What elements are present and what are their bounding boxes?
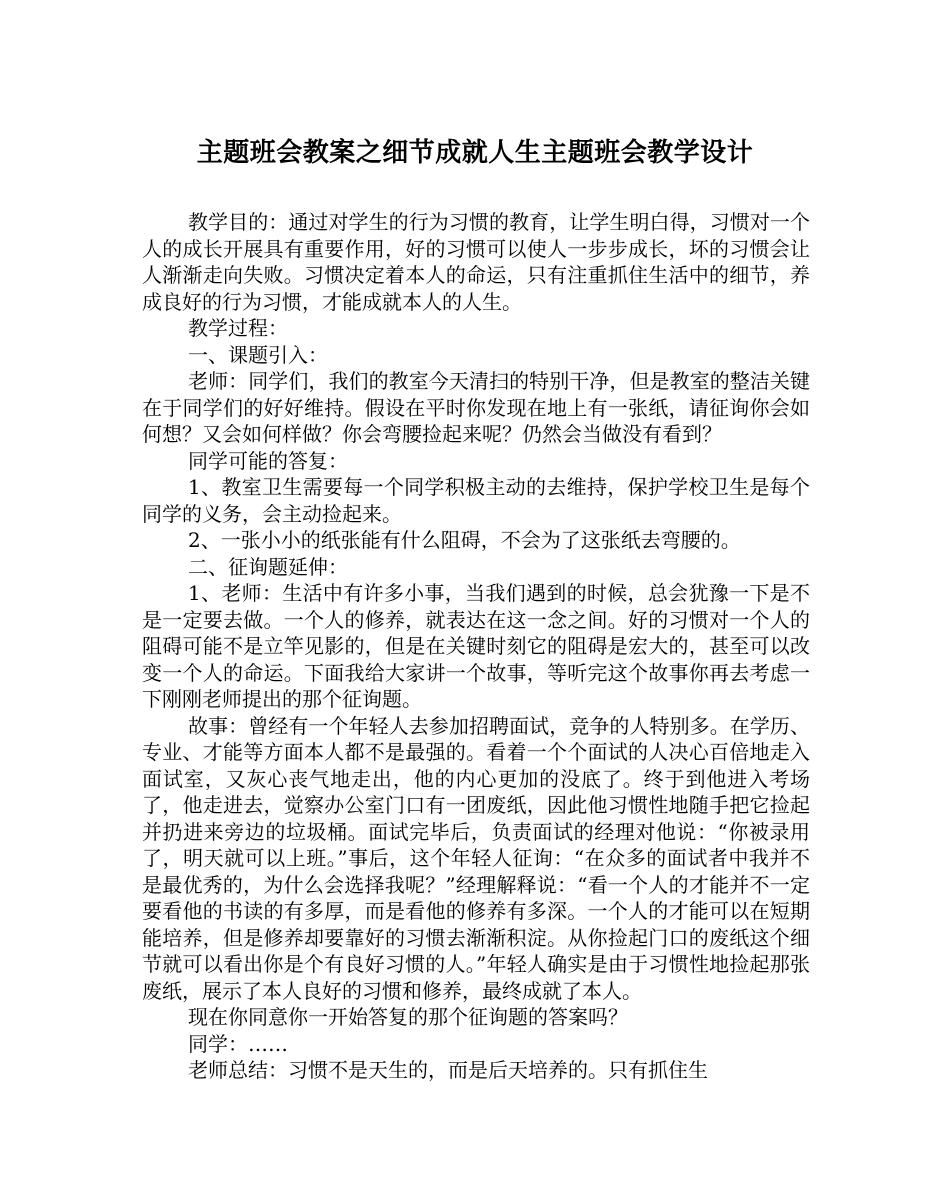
answer-item-1: 1、教室卫生需要每一个同学积极主动的去维持，保护学校卫生是每个同学的义务，会主动捡起来。 [142, 475, 810, 526]
paragraph-teacher-summary: 老师总结：习惯不是天生的，而是后天培养的。只有抓住生 [188, 1058, 708, 1082]
paragraph-possible-answers: 同学可能的答复： [188, 448, 348, 473]
section-heading-introduction: 一、课题引入： [188, 342, 328, 367]
answer-item-2: 2、一张小小的纸张能有什么阻碍，不会为了这张纸去弯腰的。 [188, 528, 741, 552]
paragraph-teaching-process: 教学过程： [188, 316, 288, 340]
paragraph-student-reply: 同学：…… [188, 1031, 288, 1056]
paragraph-story: 故事：曾经有一个年轻人去参加招聘面试，竞争的人特别多。在学历、专业、才能等方面本人都不是最强的。看着一个个面试的人决心百倍地走入面试室，又灰心丧气地走出，他的内心更加的没底了。终于到他进入考场了，他走进去，觉察办公室门口有一团废纸，因此他习惯性地随手把它捡起并扔进来旁边的垃圾桶。面试完毕后，负责面试的经理对他说：“你被录用了，明天就可以上班。”事后，这个年轻人征询：“在众多的面试者中我并不是最优秀的，为什么会选择我呢？”经理解释说：“看一个人的才能并不一定要看他的书读的有多厚，而是看他的修养有多深。一个人的才能可以在短期能培养，但是修养却要靠好的习惯去渐渐积淀。从你捡起门口的废纸这个细节就可以看出你是个有良好习惯的人。”年轻人确实是由于习惯性地捡起那张废纸，展示了本人良好的习惯和修养，最终成就了本人。 [142, 713, 810, 1003]
paragraph-teaching-goal: 教学目的：通过对学生的行为习惯的教育，让学生明白得，习惯对一个人的成长开展具有重要作用，好的习惯可以使人一步步成长，坏的习惯会让人渐渐走向失败。习惯决定着本人的命运，只有注重抓住生活中的细节，养成良好的行为习惯，才能成就本人的人生。 [142, 210, 810, 314]
section-heading-extension: 二、征询题延伸： [188, 554, 348, 579]
paragraph-teacher-question: 老师：同学们，我们的教室今天清扫的特别干净，但是教室的整洁关键在于同学们的好好维持。假设在平时你发现在地上有一张纸，请征询你会如何想？又会如何样做？你会弯腰捡起来呢？仍然会当做没有看到？ [142, 369, 810, 446]
paragraph-question-revisit: 现在你同意你一开始答复的那个征询题的答案吗？ [188, 1005, 628, 1029]
paragraph-teacher-story-intro: 1、老师：生活中有许多小事，当我们遇到的时候，总会犹豫一下是不是一定要去做。一个人的修养，就表达在这一念之间。好的习惯对一个人的阻碍可能不是立竿见影的，但是在关键时刻它的阻碍是宏大的，甚至可以改变一个人的命运。下面我给大家讲一个故事，等听完这个故事你再去考虑一下刚刚老师提出的那个征询题。 [142, 581, 810, 711]
document-title: 主题班会教案之细节成就人生主题班会教学设计 [196, 138, 754, 168]
document-body [142, 209, 810, 1084]
